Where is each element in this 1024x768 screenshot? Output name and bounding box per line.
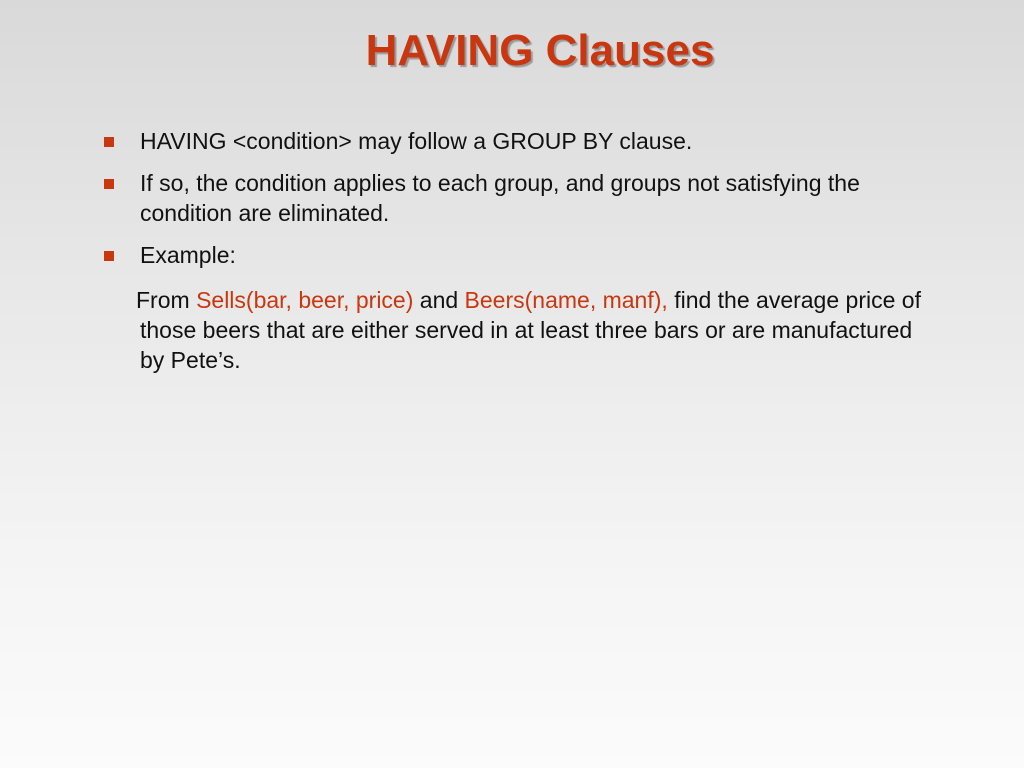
bullet-text: Example: xyxy=(140,242,236,268)
bullet-list xyxy=(104,126,934,282)
bullet-text: If so, the condition applies to each group, and groups not satisfying the condition are eliminated. xyxy=(140,170,860,226)
example-relation-beers: Beers(name, manf), xyxy=(464,287,668,313)
bullet-item xyxy=(104,168,934,228)
bullet-item xyxy=(104,126,934,156)
slide-title: HAVING Clauses xyxy=(365,26,715,75)
square-bullet-icon xyxy=(104,137,114,147)
square-bullet-icon xyxy=(104,251,114,261)
square-bullet-icon xyxy=(104,179,114,189)
bullet-item xyxy=(104,240,934,270)
example-relation-sells: Sells(bar, beer, price) xyxy=(196,287,414,313)
example-and-word: and xyxy=(419,287,459,313)
example-paragraph xyxy=(136,285,940,375)
example-rest-text: find the average price of those beers that are either served in at least three bars or are manufactured by Pete’s. xyxy=(140,287,921,373)
example-from-word: From xyxy=(136,287,190,313)
bullet-text: HAVING <condition> may follow a GROUP BY clause. xyxy=(140,128,693,154)
